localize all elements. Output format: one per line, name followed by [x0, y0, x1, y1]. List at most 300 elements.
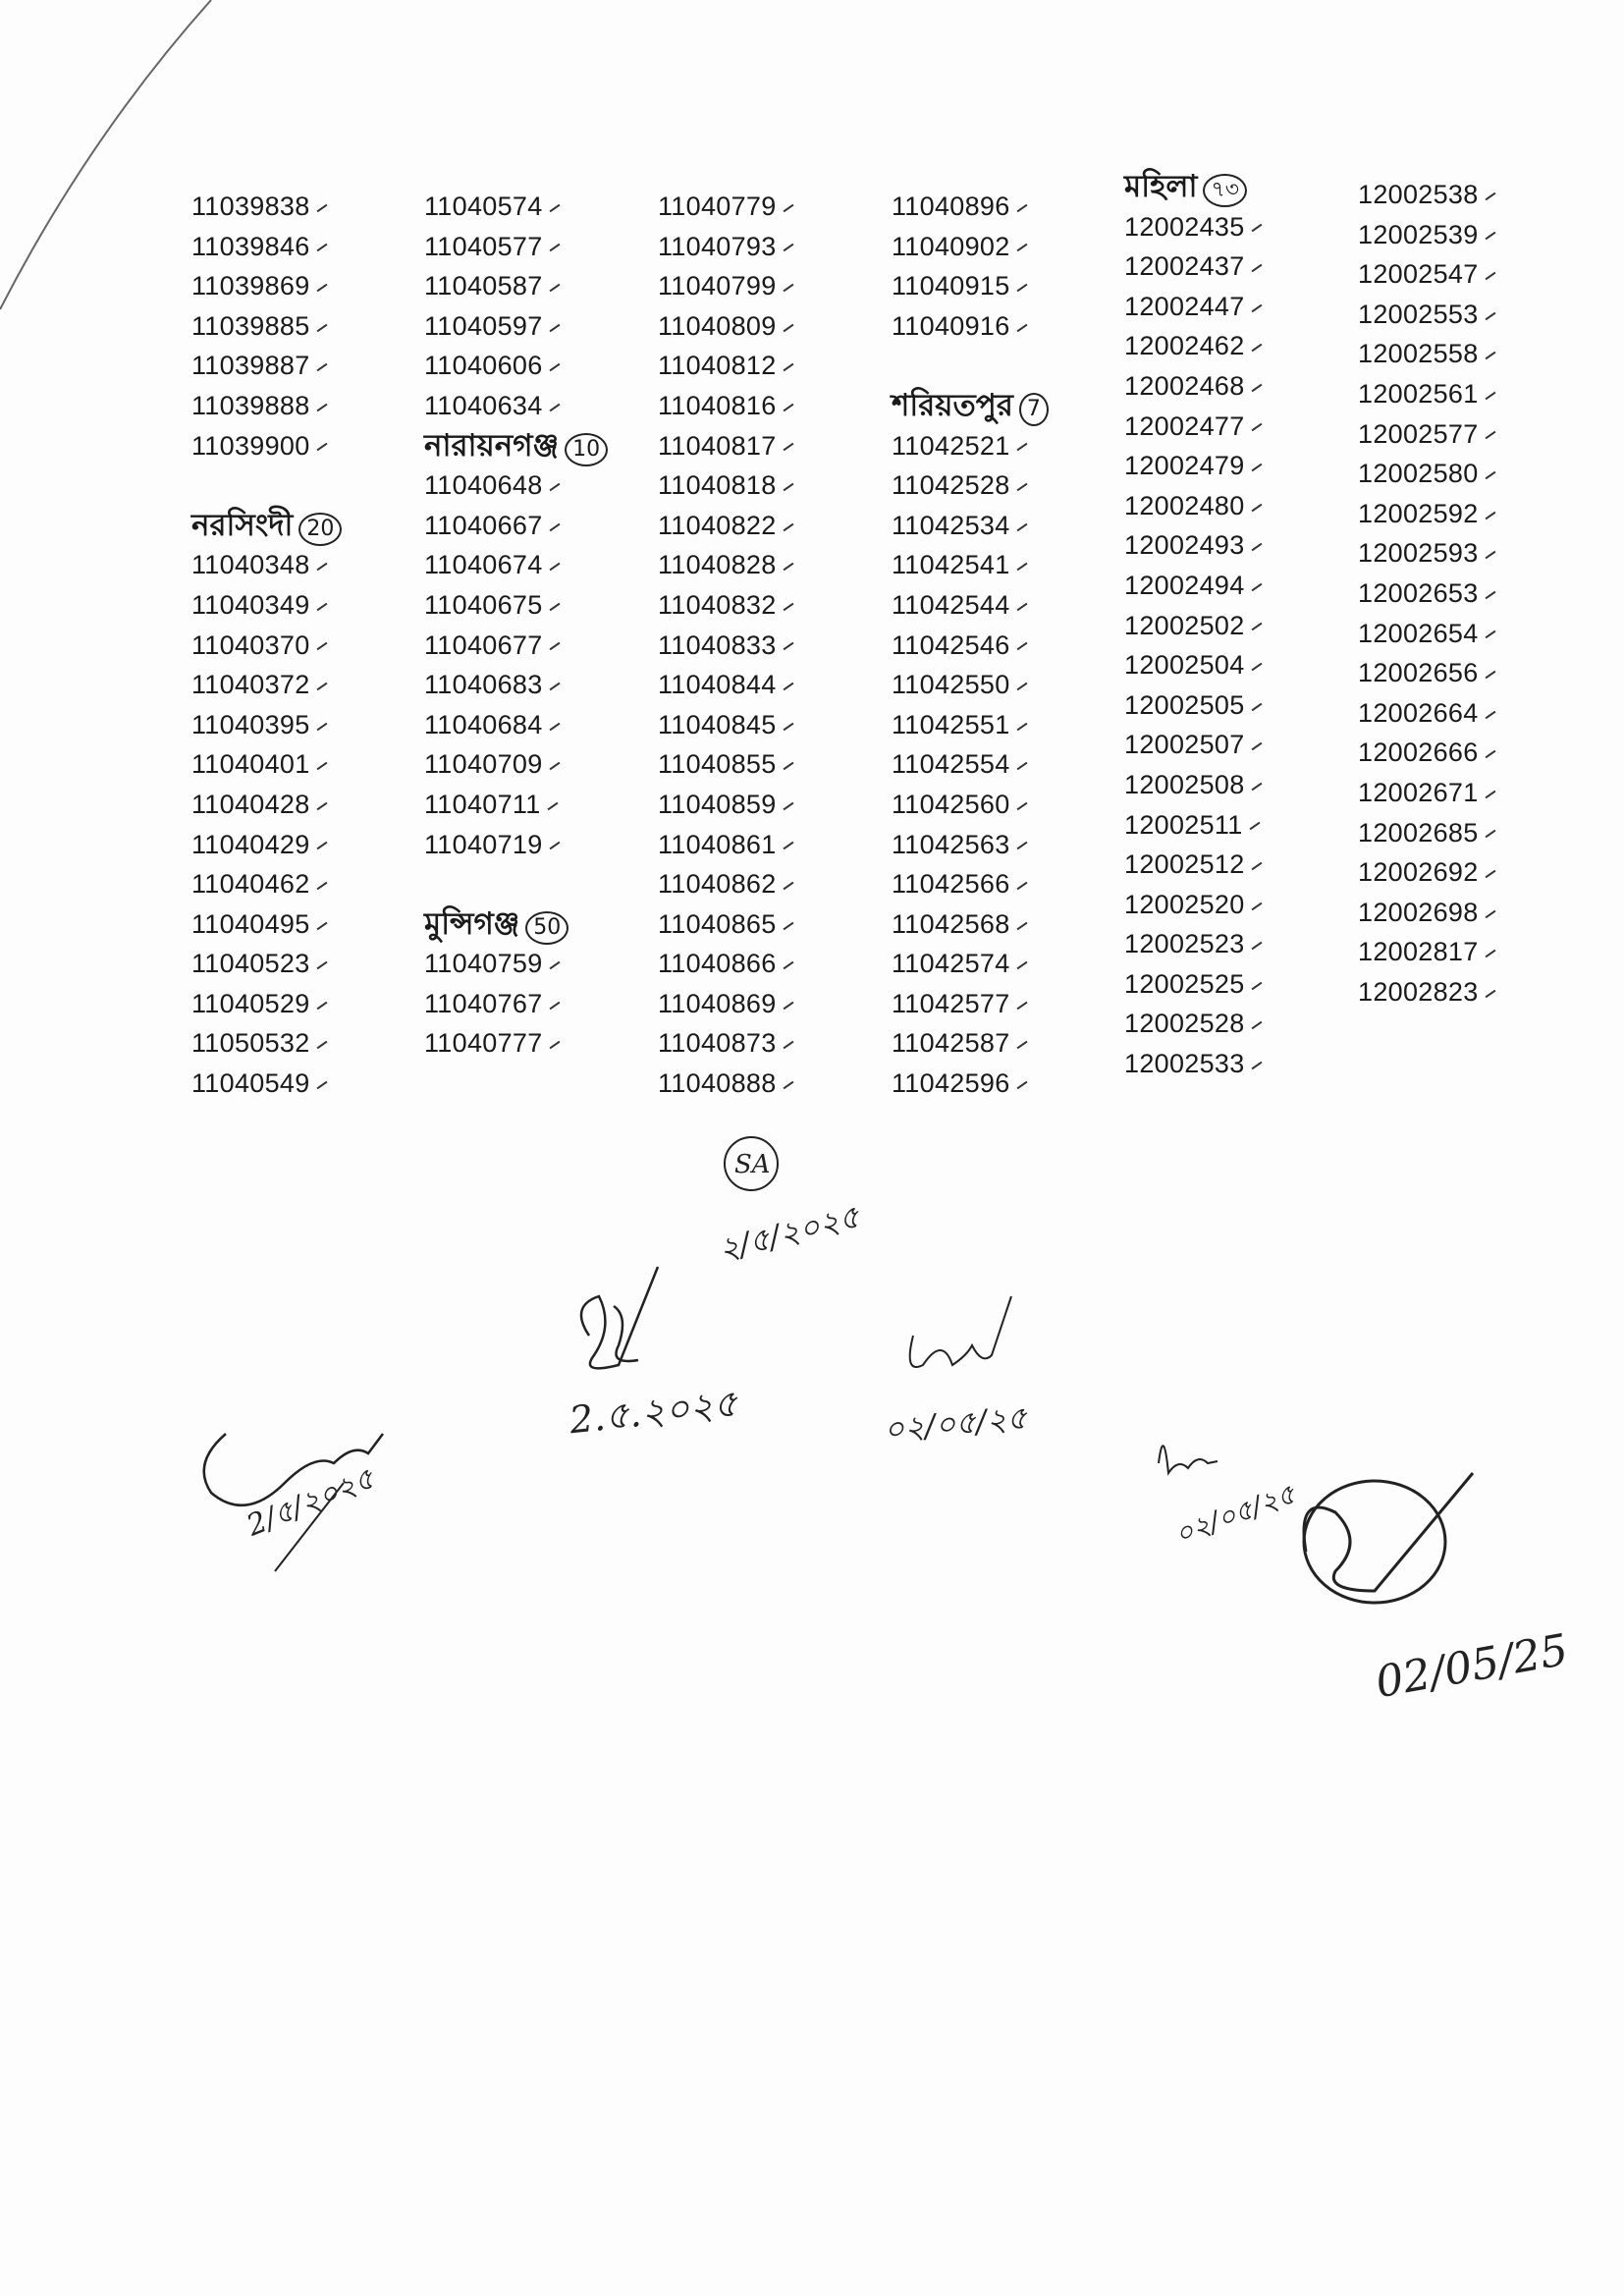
roll-number — [191, 665, 417, 705]
roll-number — [1124, 685, 1350, 726]
roll-number-text: 11040817 — [658, 430, 777, 461]
roll-number — [658, 426, 884, 466]
roll-number — [892, 626, 1117, 666]
roll-number-text: 12002592 — [1358, 498, 1479, 528]
roll-number — [1124, 845, 1350, 885]
roll-number — [1358, 334, 1584, 374]
roll-number — [892, 785, 1117, 825]
svg-text:2.৫.২০২৫: 2.৫.২০২৫ — [567, 1381, 740, 1443]
roll-number-text: 11040606 — [424, 351, 543, 381]
district-name: নারায়নগঞ্জ — [424, 427, 560, 463]
roll-number — [658, 187, 884, 227]
roll-number-text: 12002505 — [1124, 689, 1245, 720]
roll-number — [658, 744, 884, 785]
check-mark-icon — [783, 522, 793, 531]
roll-number-text: 11040888 — [658, 1068, 777, 1099]
check-mark-icon — [783, 483, 793, 492]
check-mark-icon — [783, 404, 793, 412]
roll-number-text: 11040816 — [658, 390, 777, 420]
check-mark-icon — [1251, 303, 1262, 312]
check-mark-icon — [549, 603, 560, 612]
signature-6 — [707, 1129, 923, 1269]
check-mark-icon — [1016, 802, 1027, 811]
check-mark-icon — [316, 642, 327, 651]
svg-text:২/৫/২০২৫: ২/৫/২০২৫ — [715, 1197, 864, 1269]
check-mark-icon — [1016, 722, 1027, 731]
roll-number — [424, 944, 650, 984]
check-mark-icon — [1485, 352, 1495, 360]
roll-number-text: 11040793 — [658, 231, 777, 261]
roll-number-text: 12002823 — [1358, 976, 1479, 1007]
roll-number — [1358, 254, 1584, 295]
check-mark-icon — [1016, 443, 1027, 452]
roll-number — [424, 585, 650, 626]
roll-number — [1358, 813, 1584, 853]
roll-number-text: 11040462 — [191, 869, 310, 900]
roll-number — [1358, 533, 1584, 574]
roll-number-text: 11039887 — [191, 351, 310, 381]
roll-number-text: 11040428 — [191, 789, 310, 819]
roll-number-text: 12002468 — [1124, 370, 1245, 401]
roll-number — [658, 585, 884, 626]
roll-number — [658, 626, 884, 666]
roll-number-text: 11040597 — [424, 310, 543, 341]
roll-number — [191, 187, 417, 227]
check-mark-icon — [1016, 642, 1027, 651]
check-mark-icon — [1485, 392, 1495, 401]
check-mark-icon — [316, 1001, 327, 1010]
check-mark-icon — [1485, 750, 1495, 759]
roll-number — [1358, 773, 1584, 813]
roll-number-text: 11040832 — [658, 589, 777, 620]
roll-number-text: 12002654 — [1358, 618, 1479, 648]
roll-number — [658, 465, 884, 506]
check-mark-icon — [783, 882, 793, 891]
roll-number — [1124, 246, 1350, 287]
roll-number-text: 12002547 — [1358, 259, 1479, 290]
check-mark-icon — [783, 563, 793, 572]
roll-number-text: 11042541 — [892, 550, 1010, 580]
roll-number-text: 11040429 — [191, 829, 310, 859]
check-mark-icon — [783, 642, 793, 651]
roll-number-text: 11040711 — [424, 789, 541, 819]
check-mark-icon — [316, 842, 327, 850]
roll-number — [1358, 414, 1584, 455]
check-mark-icon — [783, 323, 793, 332]
check-mark-icon — [1485, 630, 1495, 639]
roll-number-text: 11040812 — [658, 351, 777, 381]
check-mark-icon — [1485, 232, 1495, 241]
svg-text:02/05/25: 02/05/25 — [1372, 1624, 1572, 1709]
check-mark-icon — [783, 363, 793, 372]
check-mark-icon — [783, 842, 793, 850]
roll-number — [892, 944, 1117, 984]
signature-2 — [560, 1267, 795, 1449]
roll-number — [658, 386, 884, 426]
check-mark-icon — [1485, 591, 1495, 600]
roll-number — [1124, 566, 1350, 606]
roll-number-text: 11042550 — [892, 670, 1010, 700]
roll-number — [1124, 805, 1350, 846]
roll-number-text: 11040861 — [658, 829, 777, 859]
roll-number-text: 11040844 — [658, 670, 777, 700]
roll-number-text: 11040348 — [191, 550, 310, 580]
roll-number — [1124, 207, 1350, 247]
roll-number — [892, 187, 1117, 227]
roll-number — [424, 506, 650, 546]
roll-number-text: 11040855 — [658, 749, 777, 780]
roll-number — [1358, 295, 1584, 335]
roll-number — [424, 626, 650, 666]
roll-number-text: 11040683 — [424, 670, 543, 700]
check-mark-icon — [1485, 870, 1495, 879]
roll-number — [658, 984, 884, 1024]
roll-number-text: 12002577 — [1358, 418, 1479, 449]
check-mark-icon — [316, 443, 327, 452]
roll-number-text: 11040370 — [191, 629, 310, 660]
roll-number — [1124, 486, 1350, 526]
roll-number — [892, 545, 1117, 585]
check-mark-icon — [316, 244, 327, 252]
roll-number — [191, 585, 417, 626]
roll-number-text: 12002653 — [1358, 577, 1479, 608]
roll-number-text: 11040865 — [658, 908, 777, 939]
check-mark-icon — [1016, 603, 1027, 612]
roll-number — [892, 1064, 1117, 1104]
check-mark-icon — [549, 1041, 560, 1050]
check-mark-icon — [549, 563, 560, 572]
check-mark-icon — [783, 961, 793, 970]
check-mark-icon — [549, 683, 560, 691]
roll-number — [1358, 852, 1584, 893]
roll-number-text: 11042566 — [892, 869, 1010, 900]
column-5 — [1124, 167, 1350, 1084]
roll-number-text: 11040587 — [424, 271, 543, 301]
check-mark-icon — [549, 404, 560, 412]
roll-number-text: 12002437 — [1124, 251, 1245, 282]
column-3 — [658, 187, 884, 1104]
check-mark-icon — [783, 443, 793, 452]
check-mark-icon — [1485, 909, 1495, 918]
check-mark-icon — [783, 802, 793, 811]
roll-number — [1124, 407, 1350, 447]
roll-number — [658, 545, 884, 585]
check-mark-icon — [316, 284, 327, 293]
roll-number-text: 12002493 — [1124, 530, 1245, 561]
roll-number — [1358, 574, 1584, 614]
roll-number — [191, 744, 417, 785]
roll-number-text: 12002539 — [1358, 219, 1479, 249]
check-mark-icon — [549, 522, 560, 531]
check-mark-icon — [549, 762, 560, 771]
roll-number — [1124, 1044, 1350, 1084]
roll-number — [1124, 725, 1350, 765]
check-mark-icon — [783, 284, 793, 293]
roll-number — [1358, 494, 1584, 534]
roll-number-text: 11039900 — [191, 430, 310, 461]
roll-number — [1358, 614, 1584, 654]
roll-number — [1124, 924, 1350, 964]
check-mark-icon — [316, 204, 327, 213]
check-mark-icon — [549, 483, 560, 492]
roll-number-text: 11040577 — [424, 231, 543, 261]
roll-number — [191, 426, 417, 466]
district-heading — [191, 506, 417, 546]
check-mark-icon — [549, 323, 560, 332]
roll-number — [658, 825, 884, 865]
check-mark-icon — [316, 1081, 327, 1090]
roll-number-text: 11040915 — [892, 271, 1010, 301]
check-mark-icon — [1016, 323, 1027, 332]
scan-edge-mark — [0, 0, 196, 314]
roll-number — [191, 1023, 417, 1064]
roll-number — [658, 1064, 884, 1104]
roll-number-text: 11040495 — [191, 908, 310, 939]
roll-number — [1358, 653, 1584, 693]
roll-number — [892, 904, 1117, 945]
roll-number — [424, 665, 650, 705]
roll-number — [191, 705, 417, 745]
check-mark-icon — [1485, 511, 1495, 519]
roll-number-text: 11040866 — [658, 949, 777, 979]
roll-number-text: 12002504 — [1124, 650, 1245, 681]
roll-number-text: 11040828 — [658, 550, 777, 580]
roll-number-text: 11040634 — [424, 390, 543, 420]
roll-number — [892, 825, 1117, 865]
check-mark-icon — [1485, 192, 1495, 201]
roll-number-text: 11042563 — [892, 829, 1010, 859]
check-mark-icon — [1016, 762, 1027, 771]
roll-number — [424, 227, 650, 267]
roll-number-text: 11042568 — [892, 908, 1010, 939]
roll-number-text: 11040799 — [658, 271, 777, 301]
check-mark-icon — [316, 762, 327, 771]
spacer — [191, 465, 417, 506]
roll-number — [191, 266, 417, 306]
check-mark-icon — [1251, 981, 1262, 990]
roll-number — [424, 187, 650, 227]
check-mark-icon — [1251, 742, 1262, 751]
check-mark-icon — [1016, 483, 1027, 492]
roll-number — [1124, 326, 1350, 366]
roll-number-text: 12002525 — [1124, 968, 1245, 999]
roll-number — [892, 665, 1117, 705]
roll-number-text: 11040902 — [892, 231, 1010, 261]
roll-number-text: 11040667 — [424, 510, 543, 540]
check-mark-icon — [783, 1001, 793, 1010]
signature-5 — [1276, 1453, 1572, 1743]
circled-count: 50 — [525, 911, 568, 945]
roll-number — [1358, 693, 1584, 734]
roll-number — [1124, 964, 1350, 1005]
check-mark-icon — [1251, 464, 1262, 472]
roll-number — [424, 386, 650, 426]
check-mark-icon — [1251, 702, 1262, 711]
column-2 — [424, 187, 650, 1064]
check-mark-icon — [1485, 830, 1495, 839]
check-mark-icon — [1485, 950, 1495, 958]
roll-number-text: 11040845 — [658, 709, 777, 739]
roll-number — [892, 465, 1117, 506]
check-mark-icon — [549, 642, 560, 651]
roll-number — [191, 346, 417, 386]
check-mark-icon — [316, 563, 327, 572]
roll-number-text: 11040529 — [191, 988, 310, 1018]
roll-number — [892, 585, 1117, 626]
roll-number — [191, 306, 417, 347]
roll-number — [1124, 446, 1350, 486]
roll-number-text: 11040818 — [658, 470, 777, 501]
check-mark-icon — [316, 1041, 327, 1050]
roll-number-text: 11039888 — [191, 390, 310, 420]
check-mark-icon — [1016, 522, 1027, 531]
check-mark-icon — [783, 244, 793, 252]
roll-number — [892, 306, 1117, 347]
district-name: নরসিংদী — [191, 507, 294, 542]
roll-number-text: 12002502 — [1124, 610, 1245, 640]
roll-number-text: 12002593 — [1358, 538, 1479, 569]
roll-number — [191, 545, 417, 585]
roll-number — [658, 1023, 884, 1064]
roll-number — [658, 665, 884, 705]
roll-number-text: 12002533 — [1124, 1049, 1245, 1079]
roll-number — [191, 825, 417, 865]
check-mark-icon — [549, 842, 560, 850]
roll-number — [658, 306, 884, 347]
roll-number-text: 12002656 — [1358, 658, 1479, 688]
roll-number-text: 11042551 — [892, 709, 1010, 739]
roll-number-text: 11042560 — [892, 789, 1010, 819]
roll-number-text: 11040822 — [658, 510, 777, 540]
circled-count: ৭৩ — [1203, 174, 1247, 207]
check-mark-icon — [783, 722, 793, 731]
roll-number — [424, 825, 650, 865]
roll-number-text: 12002479 — [1124, 451, 1245, 481]
roll-number-text: 11039885 — [191, 310, 310, 341]
roll-number — [191, 626, 417, 666]
roll-number-text: 11040759 — [424, 949, 543, 979]
roll-number-text: 12002580 — [1358, 459, 1479, 489]
check-mark-icon — [549, 244, 560, 252]
check-mark-icon — [1251, 902, 1262, 910]
roll-number — [658, 227, 884, 267]
roll-number — [424, 306, 650, 347]
roll-number-text: 11039838 — [191, 191, 310, 221]
roll-number — [658, 705, 884, 745]
roll-number — [191, 785, 417, 825]
district-name: মহিলা — [1124, 169, 1198, 203]
check-mark-icon — [1251, 264, 1262, 273]
roll-number-text: 12002477 — [1124, 410, 1245, 441]
roll-number-text: 12002553 — [1358, 299, 1479, 329]
column-1 — [191, 187, 417, 1104]
check-mark-icon — [549, 961, 560, 970]
check-mark-icon — [549, 1001, 560, 1010]
check-mark-icon — [549, 204, 560, 213]
roll-number-text: 11040809 — [658, 310, 777, 341]
roll-number-text: 11042534 — [892, 510, 1010, 540]
roll-number-text: 11040349 — [191, 589, 310, 620]
roll-number — [892, 506, 1117, 546]
roll-number-text: 11040372 — [191, 670, 310, 700]
roll-number — [1124, 525, 1350, 566]
check-mark-icon — [783, 1081, 793, 1090]
signature-1 — [187, 1375, 442, 1596]
check-mark-icon — [1016, 882, 1027, 891]
roll-number-text: 11042528 — [892, 470, 1010, 501]
roll-number — [658, 944, 884, 984]
roll-number — [1124, 606, 1350, 646]
roll-number — [892, 984, 1117, 1024]
roll-number-text: 12002435 — [1124, 211, 1245, 242]
district-heading — [424, 904, 650, 945]
roll-number — [892, 426, 1117, 466]
check-mark-icon — [316, 802, 327, 811]
check-mark-icon — [1251, 1021, 1262, 1030]
check-mark-icon — [1016, 244, 1027, 252]
roll-number-text: 11040873 — [658, 1028, 777, 1059]
column-4 — [892, 187, 1117, 1104]
check-mark-icon — [1485, 791, 1495, 799]
roll-number — [892, 1023, 1117, 1064]
roll-number — [658, 904, 884, 945]
roll-number-text: 12002447 — [1124, 291, 1245, 321]
roll-number-text: 12002558 — [1358, 339, 1479, 369]
roll-number-text: 11040916 — [892, 310, 1010, 341]
roll-number — [424, 744, 650, 785]
check-mark-icon — [1485, 551, 1495, 560]
svg-text:০২/০৫/২৫: ০২/০৫/২৫ — [882, 1398, 1029, 1449]
check-mark-icon — [1251, 384, 1262, 393]
check-mark-icon — [1485, 431, 1495, 440]
check-mark-icon — [1485, 272, 1495, 281]
roll-number-text: 11040869 — [658, 988, 777, 1018]
roll-number — [191, 984, 417, 1024]
roll-number-text: 11040648 — [424, 470, 543, 501]
roll-number — [1358, 454, 1584, 494]
roll-number — [424, 346, 650, 386]
check-mark-icon — [1251, 503, 1262, 512]
check-mark-icon — [1016, 921, 1027, 930]
check-mark-icon — [1485, 989, 1495, 998]
svg-text:SA: SA — [734, 1150, 771, 1179]
check-mark-icon — [1251, 344, 1262, 353]
roll-number — [424, 785, 650, 825]
roll-number-text: 11042587 — [892, 1028, 1010, 1059]
roll-number-text: 11040709 — [424, 749, 543, 780]
check-mark-icon — [316, 683, 327, 691]
check-mark-icon — [1016, 1001, 1027, 1010]
check-mark-icon — [1485, 311, 1495, 320]
check-mark-icon — [316, 603, 327, 612]
check-mark-icon — [1251, 663, 1262, 672]
roll-number-text: 11042577 — [892, 988, 1010, 1018]
spacer — [892, 346, 1117, 386]
roll-number-text: 12002671 — [1358, 777, 1479, 807]
roll-number-text: 11040767 — [424, 988, 543, 1018]
roll-number-text: 12002508 — [1124, 769, 1245, 799]
roll-number-text: 11040719 — [424, 829, 543, 859]
district-heading — [424, 426, 650, 466]
roll-number-text: 11040684 — [424, 709, 543, 739]
check-mark-icon — [316, 961, 327, 970]
roll-number-text: 11040675 — [424, 589, 543, 620]
roll-number-text: 11042521 — [892, 430, 1010, 461]
roll-number — [424, 465, 650, 506]
roll-number-text: 11040777 — [424, 1028, 543, 1059]
svg-text:2/৫/২০২৫: 2/৫/২০২৫ — [242, 1460, 380, 1544]
roll-number — [191, 864, 417, 904]
